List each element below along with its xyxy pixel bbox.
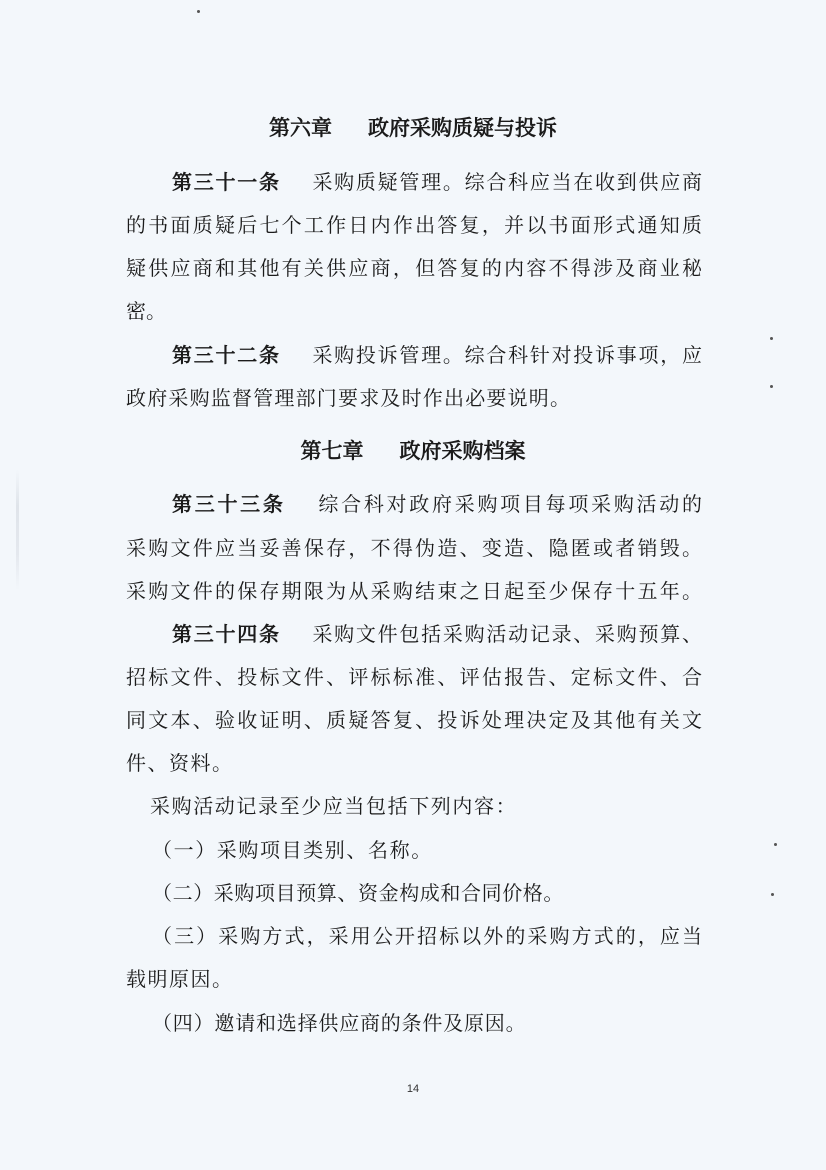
chapter-6-title: 政府采购质疑与投诉 [368,116,557,140]
article-33-line-2: 采购文件应当妥善保存，不得伪造、变造、隐匿或者销毁。 [126,536,702,560]
article-31-line-4: 密。 [126,299,166,323]
article-34-line-2: 招标文件、投标文件、评标标准、评估报告、定标文件、合 [126,665,702,689]
article-32-line-2: 政府采购监督管理部门要求及时作出必要说明。 [126,386,572,410]
article-32-line-1: 第三十二条 采购投诉管理。综合科针对投诉事项，应 [172,343,703,367]
article-33-line-3: 采购文件的保存期限为从采购结束之日起至少保存十五年。 [126,579,702,603]
chapter-7-title: 政府采购档案 [399,439,526,463]
records-intro: 采购活动记录至少应当包括下列内容： [150,794,518,818]
chapter-7-heading [0,439,826,463]
article-34-line-4: 件、资料。 [126,751,234,775]
scan-speck [774,843,777,846]
article-31-label: 第三十一条 [172,170,281,194]
article-33-label: 第三十三条 [172,492,286,516]
records-item-1: （一）采购项目类别、名称。 [152,838,433,862]
article-31-line-3: 疑供应商和其他有关供应商，但答复的内容不得涉及商业秘 [126,256,702,280]
scan-speck [771,893,774,896]
article-34-line-3: 同文本、验收证明、质疑答复、投诉处理决定及其他有关文 [126,708,702,732]
article-32-label: 第三十二条 [172,343,281,367]
scan-speck [197,10,200,13]
records-item-2: （二）采购项目预算、资金构成和合同价格。 [152,881,564,905]
chapter-6-number: 第六章 [269,116,332,140]
binding-shadow [16,470,19,590]
scan-speck [770,337,773,340]
chapter-6-heading [0,116,826,140]
records-item-3-line-2: 载明原因。 [126,967,234,991]
article-33-line-1: 第三十三条 综合科对政府采购项目每项采购活动的 [172,492,703,516]
scan-speck [770,385,773,388]
article-31-line-2: 的书面质疑后七个工作日内作出答复，并以书面形式通知质 [126,213,702,237]
article-34-label: 第三十四条 [172,622,281,646]
chapter-7-number: 第七章 [300,439,364,463]
records-item-4: （四）邀请和选择供应商的条件及原因。 [152,1011,527,1035]
page-number: 14 [406,1083,420,1095]
article-34-line-1: 第三十四条 采购文件包括采购活动记录、采购预算、 [172,622,703,646]
article-31-line-1: 第三十一条 采购质疑管理。综合科应当在收到供应商 [172,170,703,194]
records-item-3-line-1: （三）采购方式，采用公开招标以外的采购方式的，应当 [152,924,702,948]
